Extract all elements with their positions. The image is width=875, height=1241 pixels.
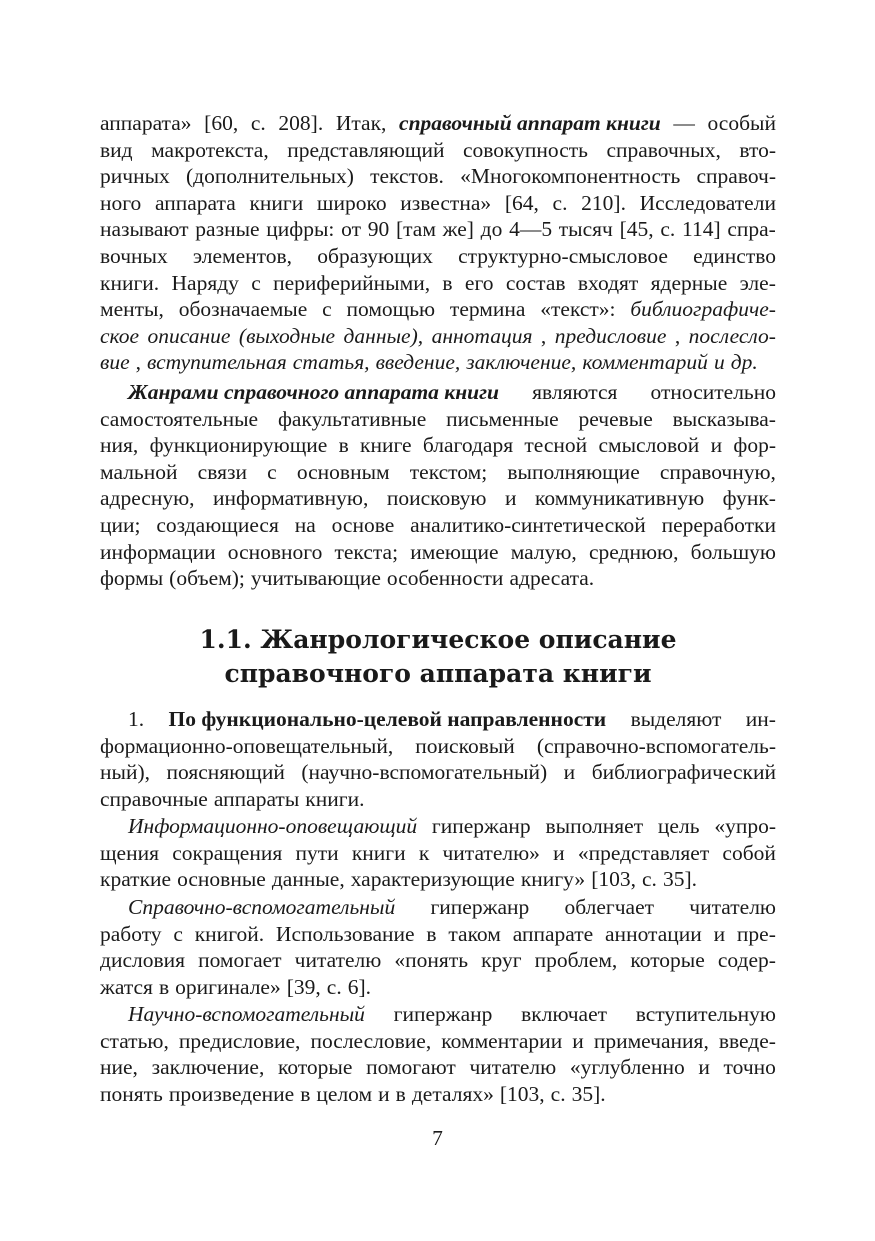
word: формы: [100, 566, 164, 591]
word: (объем);: [169, 566, 245, 591]
word: помогает: [198, 948, 282, 973]
word: и: [710, 433, 723, 458]
word: и: [563, 760, 576, 785]
text-line: [100, 786, 776, 813]
word: статью,: [100, 1028, 169, 1053]
word: единство: [693, 243, 776, 268]
word: 90: [367, 217, 390, 242]
word: аналитико-синтетической: [410, 512, 646, 537]
word: проблем,: [534, 948, 618, 973]
word: с.: [642, 867, 657, 892]
word: [45,: [619, 217, 654, 242]
text-line: [100, 539, 776, 566]
word: [103,: [499, 1081, 545, 1106]
word: аппарате: [512, 921, 594, 946]
word: малую,: [510, 539, 577, 564]
text-line: [100, 840, 776, 867]
text-line: [100, 1081, 776, 1108]
word: с: [267, 459, 277, 484]
word: описание: [147, 323, 231, 348]
word: и: [505, 486, 517, 511]
word: послесло-: [688, 323, 776, 348]
word: благодаря: [422, 433, 514, 458]
word: ,: [540, 323, 547, 348]
word: читателю»: [442, 840, 540, 865]
word: текста;: [334, 539, 399, 564]
text-line: [100, 813, 776, 840]
text-line: [100, 974, 776, 1001]
word: основе: [331, 512, 395, 537]
text-line: [100, 137, 776, 164]
word: гипержанр: [430, 895, 530, 919]
word: вочных: [100, 243, 168, 268]
word: читателю: [689, 895, 776, 919]
word: элементов,: [192, 243, 293, 268]
word: с.: [550, 1081, 566, 1106]
section-heading-line-1: 1.1. Жанрологическое описание: [199, 625, 677, 654]
word: содер-: [717, 948, 776, 973]
word: понять: [100, 1081, 163, 1106]
word: ,: [135, 350, 142, 375]
word: поисковую: [386, 486, 487, 511]
word: работу: [100, 921, 162, 946]
word: пути: [295, 840, 339, 865]
word: пре-: [736, 921, 776, 946]
word: поисковый: [415, 733, 515, 758]
word: макротекста,: [151, 137, 269, 162]
word: и: [713, 350, 725, 375]
word: облегчает: [564, 895, 655, 919]
text-line: [100, 190, 776, 217]
word: адресата.: [509, 566, 595, 591]
text-line: [100, 432, 776, 459]
word: «углубленно: [569, 1055, 685, 1080]
text-line: [100, 379, 776, 406]
word: которые: [630, 948, 705, 973]
word: заключение,: [151, 1055, 265, 1080]
word: спра-: [727, 217, 776, 242]
paragraph-6: [100, 1001, 776, 1107]
word: в: [300, 1081, 311, 1106]
word: [60,: [204, 111, 239, 135]
word: сокращения: [172, 840, 283, 865]
word: читателю: [294, 948, 382, 973]
word: ции;: [100, 512, 141, 537]
word: заключение,: [466, 350, 577, 375]
word: в: [158, 974, 170, 999]
word: эле-: [739, 270, 776, 295]
word: помогают: [366, 1055, 456, 1080]
text-line: [100, 406, 776, 433]
word: Использование: [275, 921, 415, 946]
text-line: [100, 1001, 776, 1028]
word: ядерные: [650, 270, 728, 295]
word: известна»: [400, 190, 492, 215]
word: менты,: [100, 297, 164, 322]
word: ,: [674, 323, 681, 348]
text-line: [100, 866, 776, 893]
word: Итак,: [335, 111, 387, 135]
text-line: [100, 733, 776, 760]
word: входят: [577, 270, 639, 295]
word: книги: [351, 840, 406, 865]
word: комментарии: [441, 1028, 563, 1053]
text-line: [100, 894, 776, 921]
word: основные: [177, 867, 266, 892]
word: мальной: [100, 459, 178, 484]
text-line: [100, 243, 776, 270]
word: с: [173, 921, 183, 946]
word: являются: [532, 380, 618, 404]
word: жатся: [100, 974, 153, 999]
word: 6].: [347, 974, 372, 999]
word: выполняет: [545, 814, 644, 838]
word: на: [294, 512, 316, 537]
word: Информационно-оповещающий: [128, 814, 418, 838]
word: круг: [481, 948, 522, 973]
word: особенности: [386, 566, 504, 591]
word: и: [698, 1055, 710, 1080]
word: произведение: [168, 1081, 295, 1106]
word: «представляет: [577, 840, 710, 865]
word: его: [464, 270, 494, 295]
text-line: [100, 921, 776, 948]
word: с.: [326, 974, 342, 999]
word: аннотация: [431, 323, 533, 348]
word: «упро-: [714, 814, 776, 838]
word: совокупность: [462, 137, 588, 162]
paragraph-1: [100, 110, 776, 376]
word: коммуникативную: [535, 486, 705, 511]
word: состав: [505, 270, 566, 295]
word: предисловие,: [178, 1028, 301, 1053]
word: целом: [316, 1081, 373, 1106]
word: собой: [722, 840, 776, 865]
word: высказыва-: [672, 406, 776, 431]
word: термина: [449, 297, 526, 322]
word: образующих: [317, 243, 433, 268]
word: справочный аппарат книги: [399, 111, 661, 135]
word: аппарата: [154, 190, 236, 215]
word: адресную,: [100, 486, 195, 511]
word: самостоятельные: [100, 406, 259, 431]
word: библиографический: [591, 760, 776, 785]
word: статья,: [292, 350, 370, 375]
text-line: [100, 947, 776, 974]
text-line: [100, 216, 776, 243]
word: относительно: [650, 380, 776, 404]
text-line: [100, 1054, 776, 1081]
word: справочные: [100, 786, 208, 811]
text-line: [100, 706, 776, 733]
text-line: [100, 270, 776, 297]
word: структурно-смысловое: [458, 243, 668, 268]
word: ние,: [100, 1055, 138, 1080]
word: вие: [100, 350, 130, 375]
section-heading: [100, 623, 776, 691]
word: библиографиче-: [630, 297, 776, 322]
word: формационно-оповещательный,: [100, 733, 394, 758]
word: читателю: [469, 1055, 557, 1080]
word: письменные: [446, 406, 559, 431]
word: деталях»: [411, 1081, 494, 1106]
word: 4—5: [509, 217, 553, 242]
paragraph-5: [100, 894, 776, 1000]
word: оригинале»: [175, 974, 281, 999]
word: среднюю,: [588, 539, 679, 564]
text-line: [100, 459, 776, 486]
word: включает: [521, 1002, 608, 1026]
word: «текст»:: [540, 297, 616, 322]
word: ния,: [100, 433, 139, 458]
word: помощью: [346, 297, 436, 322]
word: 1.: [128, 707, 145, 731]
word: широко: [316, 190, 387, 215]
word: функционирующие: [149, 433, 328, 458]
word: тесной: [524, 433, 588, 458]
word: книгой.: [194, 921, 265, 946]
word: введение,: [375, 350, 461, 375]
word: с: [322, 297, 332, 322]
text-line: [100, 759, 776, 786]
word: обозначаемые: [178, 297, 308, 322]
word: 114]: [682, 217, 721, 242]
word: от: [341, 217, 362, 242]
word: ричных: [100, 164, 170, 189]
word: [64,: [504, 190, 539, 215]
word: же]: [442, 217, 474, 242]
word: особый: [707, 111, 776, 135]
paragraph-4: [100, 813, 776, 893]
word: аннотации: [605, 921, 702, 946]
paragraph-2: [100, 379, 776, 592]
word: вто-: [739, 137, 776, 162]
word: примечания,: [593, 1028, 709, 1053]
word: (справочно-вспомогатель-: [536, 733, 776, 758]
word: периферийными,: [273, 270, 431, 295]
text-line: [100, 163, 776, 190]
word: 35].: [571, 1081, 606, 1106]
word: и: [713, 921, 726, 946]
word: точно: [723, 1055, 776, 1080]
word: данные),: [343, 323, 424, 348]
word: «Многокомпонентность: [460, 164, 681, 189]
word: «понять: [394, 948, 469, 973]
text-line: [100, 565, 776, 592]
word: [там: [395, 217, 436, 242]
section-heading-line-2: справочного аппарата книги: [224, 659, 652, 688]
word: Исследователи: [639, 190, 776, 215]
word: гипержанр: [393, 1002, 493, 1026]
word: с.: [552, 190, 568, 215]
word: основного: [227, 539, 323, 564]
word: книги.: [305, 786, 365, 811]
word: информативную,: [213, 486, 369, 511]
word: ного: [100, 190, 142, 215]
word: комментарий: [582, 350, 708, 375]
word: и: [553, 840, 565, 865]
word: [103,: [591, 867, 636, 892]
word: предисловие: [554, 323, 667, 348]
word: в: [442, 270, 453, 295]
word: [39,: [286, 974, 321, 999]
word: разные: [195, 217, 260, 242]
paragraph-3: [100, 706, 776, 812]
word: учитывающие: [250, 566, 381, 591]
word: По функционально-целевой направленности: [168, 707, 607, 731]
word: текстом;: [409, 459, 488, 484]
word: смысловой: [598, 433, 700, 458]
word: ный),: [100, 760, 150, 785]
word: (дополнительных): [185, 164, 354, 189]
word: с.: [250, 111, 266, 135]
word: создающиеся: [156, 512, 279, 537]
text-line: [100, 485, 776, 512]
word: называют: [100, 217, 189, 242]
word: переработки: [661, 512, 776, 537]
word: 35].: [662, 867, 697, 892]
word: таком: [448, 921, 501, 946]
word: дисловия: [100, 948, 186, 973]
text-line: [100, 323, 776, 350]
word: выполняющие: [507, 459, 640, 484]
word: вступительную: [635, 1002, 776, 1026]
word: поясняющий: [166, 760, 285, 785]
text-line: [100, 1028, 776, 1055]
word: выделяют: [630, 707, 722, 731]
word: вступительная: [147, 350, 287, 375]
word: справочную,: [659, 459, 776, 484]
word: Наряду: [171, 270, 239, 295]
text-line: [100, 296, 776, 323]
word: и: [572, 1028, 584, 1053]
word: тысяч: [558, 217, 613, 242]
word: цель: [657, 814, 700, 838]
word: цифры:: [266, 217, 335, 242]
text-line: [100, 512, 776, 539]
word: послесловие,: [310, 1028, 432, 1053]
word: аппараты: [213, 786, 300, 811]
word: 208].: [278, 111, 324, 135]
word: данные,: [271, 867, 345, 892]
word: книги.: [100, 270, 160, 295]
word: до: [480, 217, 503, 242]
word: и: [378, 1081, 390, 1106]
word: с: [251, 270, 261, 295]
text-line: [100, 110, 776, 137]
word: текстов.: [370, 164, 444, 189]
word: Справочно-вспомогательный: [128, 895, 396, 919]
word: в: [395, 1081, 406, 1106]
word: функ-: [722, 486, 776, 511]
word: справочных,: [606, 137, 721, 162]
word: —: [673, 111, 695, 135]
text-line: [100, 349, 776, 376]
word: книги: [249, 190, 304, 215]
word: книге: [360, 433, 412, 458]
word: в: [426, 921, 437, 946]
word: щения: [100, 840, 159, 865]
word: к: [418, 840, 430, 865]
word: информации: [100, 539, 216, 564]
word: 210].: [581, 190, 626, 215]
word: большую: [690, 539, 776, 564]
word: краткие: [100, 867, 172, 892]
word: характеризующие: [350, 867, 515, 892]
word: справоч-: [696, 164, 776, 189]
word: с.: [660, 217, 676, 242]
word: имеющие: [410, 539, 499, 564]
word: фор-: [733, 433, 776, 458]
word: ское: [100, 323, 140, 348]
word: Научно-вспомогательный: [128, 1002, 365, 1026]
word: Жанрами справочного аппарата книги: [128, 380, 499, 404]
word: введе-: [718, 1028, 776, 1053]
word: связи: [197, 459, 247, 484]
word: гипержанр: [431, 814, 531, 838]
word: представляющий: [287, 137, 445, 162]
word: факультативные: [277, 406, 427, 431]
word: аппарата»: [100, 111, 192, 135]
word: (выходные: [238, 323, 336, 348]
word: ин-: [745, 707, 776, 731]
word: в: [338, 433, 349, 458]
page-number: 7: [432, 1126, 443, 1150]
word: (научно-вспомогательный): [301, 760, 548, 785]
word: которые: [278, 1055, 353, 1080]
word: книгу»: [520, 867, 586, 892]
word: речевые: [578, 406, 653, 431]
word: др.: [730, 350, 758, 375]
word: вид: [100, 137, 133, 162]
word: основным: [296, 459, 390, 484]
